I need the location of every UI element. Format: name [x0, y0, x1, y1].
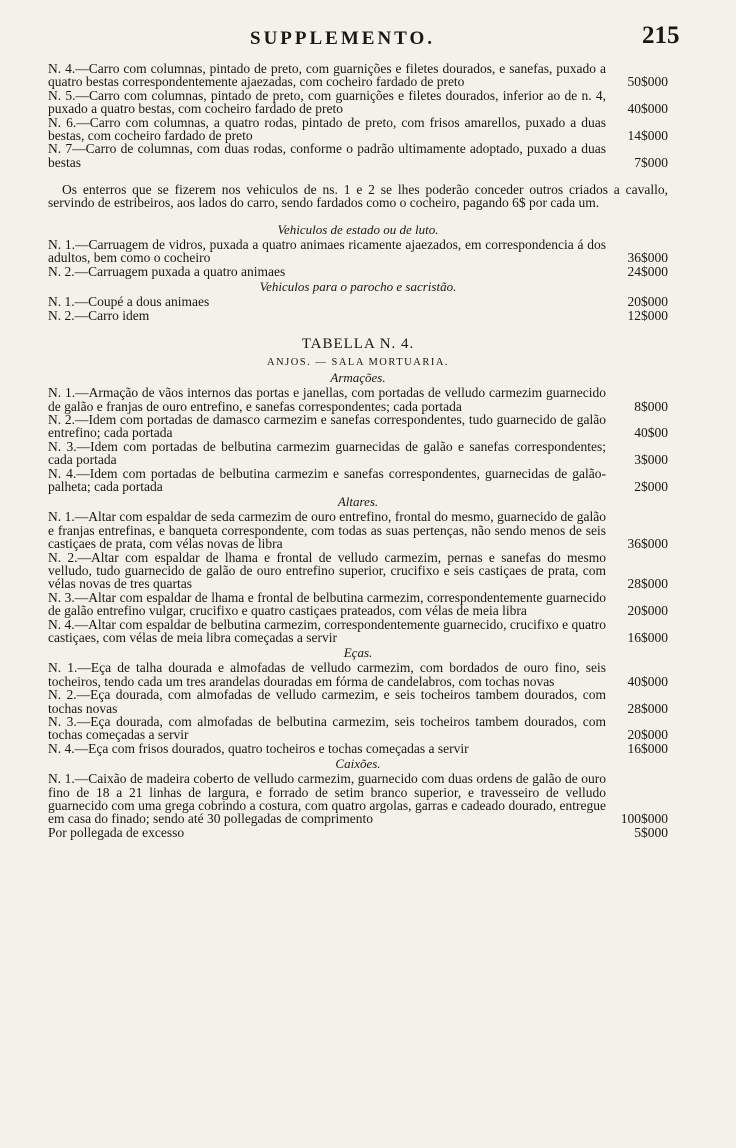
list-item: N. 1.—Armação de vãos internos das portas e janellas, com portadas de velludo carmezim guarnecido de galão e franjas de ouro entrefino, e sanefas correspondentes; cada portada 8$000: [48, 385, 668, 414]
price: 40$000: [627, 101, 668, 117]
list-item: N. 2.—Altar com espaldar de lhama e frontal de velludo carmezim, pernas e sanefas do mesmo velludo, tudo guarnecido de galão de ouro entrefino superior, crucifixo e seis castiçaes de prata, com vélas novas de tres quartas 28$000: [48, 549, 668, 592]
list-item: N. 1.—Caixão de madeira coberto de velludo carmezim, guarnecido com duas ordens de galão de ouro fino de 18 a 21 linhas de largura, e forrado de setim branco superior, e travesseiro de velludo guarnecido com uma grega cobrindo a costura, com quatro argolas, garras e cadeado dourado, entregue em casa do finado; sendo até 30 pollegadas de comprimento 100$000: [48, 771, 668, 827]
section-subtitle: Eças.: [343, 645, 373, 661]
list-item: N. 4.—Altar com espaldar de belbutina carmezim, correspondentemente guarnecido, crucifixo e quatro castiçaes, com vélas de meia libra começadas a servir 16$000: [48, 616, 668, 645]
price: 14$000: [627, 128, 668, 144]
price: 28$000: [627, 576, 668, 592]
page-header: [0, 22, 736, 50]
price: 50$000: [627, 74, 668, 90]
price: 3$000: [634, 452, 668, 468]
list-item: N. 2.—Carro idem 12$000: [48, 307, 668, 323]
list-item: N. 3.—Altar com espaldar de lhama e frontal de belbutina carmezim, correspondentemente guarnecido de galão entrefino vulgar, crucifixo e quatro castiçaes prateados, com vélas de meia libra 20$000: [48, 589, 668, 619]
price: 16$000: [627, 630, 668, 645]
list-item: N. 3.—Idem com portadas de belbutina carmezim guarnecidas de galão e sanefas correspondentes; cada portada 3$000: [48, 438, 668, 468]
page-number: 215: [642, 22, 680, 49]
price: 36$000: [627, 536, 668, 552]
list-item: N. 1.—Eça de talha dourada e almofadas de velludo carmezim, com bordados de ouro fino, seis tocheiros, tendo cada um tres arandelas douradas em fórma de candelabros, com tochas novas 40$000: [48, 660, 668, 689]
section-subtitle: Vehiculos para o parocho e sacristão.: [259, 279, 457, 295]
price: 5$000: [634, 824, 668, 840]
price: 24$000: [627, 263, 668, 279]
price: 16$000: [627, 740, 668, 756]
price: 8$000: [634, 398, 668, 414]
list-item: N. 2.—Eça dourada, com almofadas de velludo carmezim, e seis tocheiros tambem dourados, com tochas novas 28$000: [48, 687, 668, 716]
price: 100$000: [620, 811, 668, 827]
price: 36$000: [627, 250, 668, 266]
section-subtitle: Armações.: [330, 370, 386, 386]
list-item: N. 4.—Idem com portadas de belbutina carmezim e sanefas correspondentes, guarnecidas de galão-palheta; cada portada 2$000: [48, 465, 668, 494]
list-item: N. 2.—Idem com portadas de damasco carmezim e sanefas correspondentes, tudo guarnecido de galão entrefino; cada portada 40$00: [48, 411, 668, 441]
price: 20$000: [627, 603, 668, 619]
list-item: N. 1.—Coupé a dous animaes 20$000: [48, 294, 668, 310]
list-item: N. 4.—Carro com columnas, pintado de preto, com guarnições e filetes dourados, e sanefas, puxado a quatro bestas correspondentemente ajaezadas, com cocheiro fardado de preto 50$000: [48, 61, 668, 90]
section-subtitle: Caixões.: [335, 756, 381, 772]
price: 12$000: [627, 307, 668, 323]
table-subtitle: ANJOS. — SALA MORTUARIA.: [266, 357, 450, 369]
price: 7$000: [634, 154, 668, 170]
list-item: N. 4.—Eça com frisos dourados, quatro tocheiros e tochas começadas a servir 16$000: [48, 740, 668, 756]
price: 40$00: [634, 425, 668, 441]
page-content: [48, 62, 668, 839]
note-paragraph: Os enterros que se fizerem nos vehiculos de ns. 1 e 2 se lhes poderão conceder outros criados a cavallo, servindo de estribeiros, aos lados do carro, sendo fardados como o cocheiro, pagando 6$ por cada um.: [48, 181, 668, 211]
page-title: SUPPLEMENTO.: [250, 28, 436, 49]
list-item: N. 5.—Carro com columnas, pintado de preto, com guarnições e filetes dourados, inferior ao de n. 4, puxado a quatro bestas, com cocheiro fardado de preto 40$000: [48, 87, 668, 117]
price: 28$000: [627, 700, 668, 716]
price: 40$000: [627, 673, 668, 689]
list-item: N. 7—Carro de columnas, com duas rodas, conforme o padrão ultimamente adoptado, puxado a duas bestas 7$000: [48, 141, 668, 170]
price: 20$000: [627, 727, 668, 743]
list-item: N. 1.—Carruagem de vidros, puxada a quatro animaes ricamente ajaezados, em correspondencia á dos adultos, bem como o cocheiro 36$000: [48, 237, 668, 266]
price: 2$000: [634, 478, 668, 494]
table-title: TABELLA N. 4.: [301, 336, 415, 353]
section-subtitle: Vehiculos de estado ou de luto.: [277, 222, 439, 238]
section-subtitle: Altares.: [337, 494, 379, 510]
price: 20$000: [627, 294, 668, 310]
list-item: N. 1.—Altar com espaldar de seda carmezim de ouro entrefino, frontal do mesmo, guarnecido de galão e franjas entrefinas, e banqueta correspondente, com todas as suas pertenças, não sendo menos de seis castiçaes de prata, com vélas novas de libra 36$000: [48, 509, 668, 552]
list-item: N. 2.—Carruagem puxada a quatro animaes 24$000: [48, 263, 668, 279]
list-item: N. 6.—Carro com columnas, a quatro rodas, pintado de preto, com frisos amarellos, puxado a duas bestas, com cocheiro fardado de preto 14$000: [48, 114, 668, 144]
list-item: N. 3.—Eça dourada, com almofadas de belbutina carmezim, seis tocheiros tambem dourados, com tochas começadas a servir 20$000: [48, 714, 668, 743]
list-item: Por pollegada de excesso 5$000: [48, 824, 668, 840]
